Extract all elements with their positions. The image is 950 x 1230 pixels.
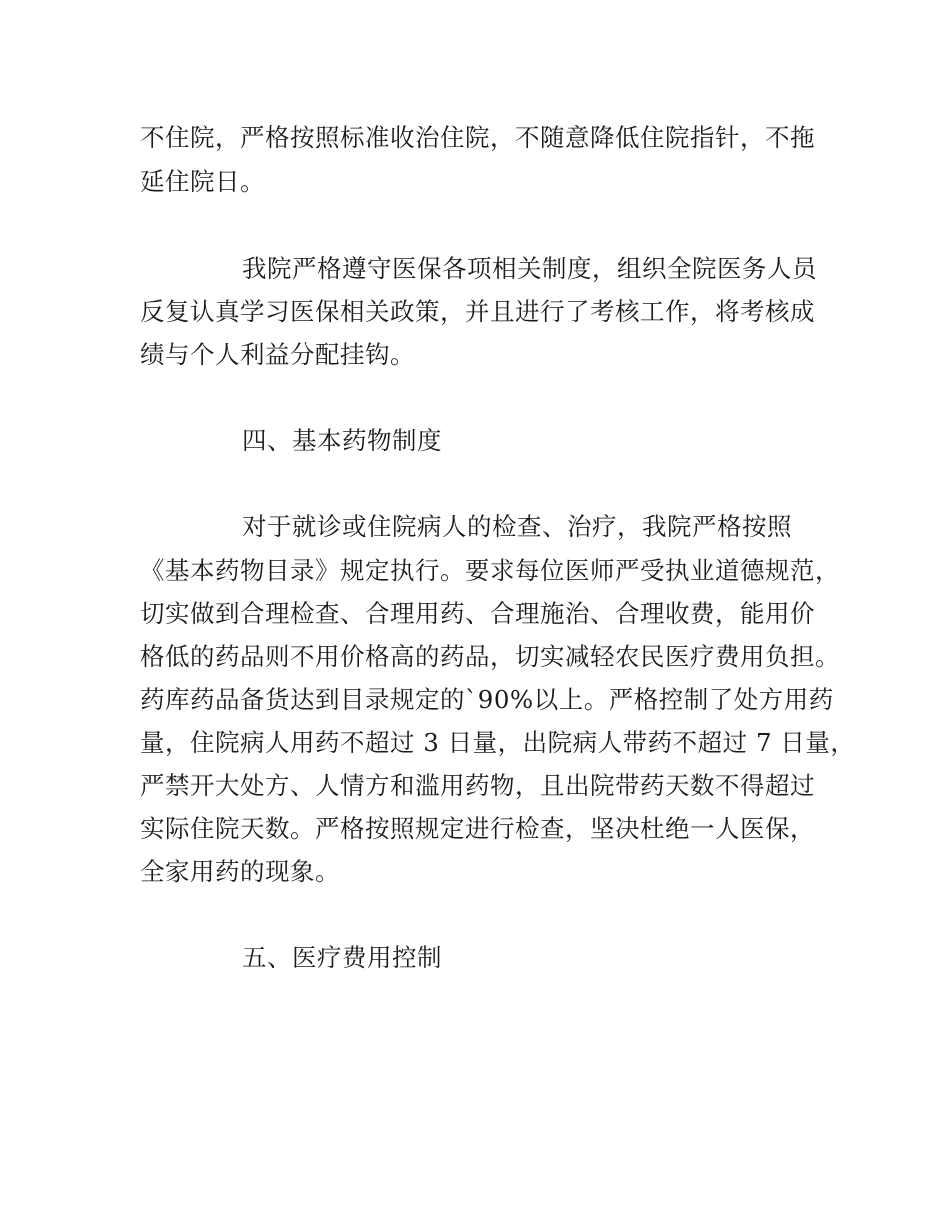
paragraph-line: 《基本药物目录》规定执行。要求每位医师严受执业道德规范， xyxy=(140,556,840,585)
paragraph-line: 严禁开大处方、人情方和滥用药物，且出院带药天数不得超过 xyxy=(140,771,815,800)
paragraph-line: 不住院，严格按照标准收治住院，不随意降低住院指针，不拖 xyxy=(140,123,815,152)
paragraph-line: 反复认真学习医保相关政策，并且进行了考核工作，将考核成 xyxy=(140,297,815,326)
paragraph-line: 药库药品备货达到目录规定的`90%以上。严格控制了处方用药 xyxy=(140,685,834,714)
section-heading: 四、基本药物制度 xyxy=(242,426,442,455)
section-heading: 五、医疗费用控制 xyxy=(242,943,442,972)
paragraph-line: 量，住院病人用药不超过 3 日量，出院病人带药不超过 7 日量， xyxy=(140,728,856,757)
paragraph-line: 实际住院天数。严格按照规定进行检查，坚决杜绝一人医保， xyxy=(140,814,815,843)
paragraph-line: 对于就诊或住院病人的检查、治疗，我院严格按照 xyxy=(242,512,792,541)
paragraph-line: 切实做到合理检查、合理用药、合理施治、合理收费，能用价 xyxy=(140,599,815,628)
paragraph-line: 格低的药品则不用价格高的药品，切实减轻农民医疗费用负担。 xyxy=(140,642,840,671)
paragraph-line: 我院严格遵守医保各项相关制度，组织全院医务人员 xyxy=(242,254,817,283)
paragraph-line: 全家用药的现象。 xyxy=(140,857,340,886)
paragraph-line: 绩与个人利益分配挂钩。 xyxy=(140,340,415,369)
paragraph-line: 延住院日。 xyxy=(140,167,265,196)
